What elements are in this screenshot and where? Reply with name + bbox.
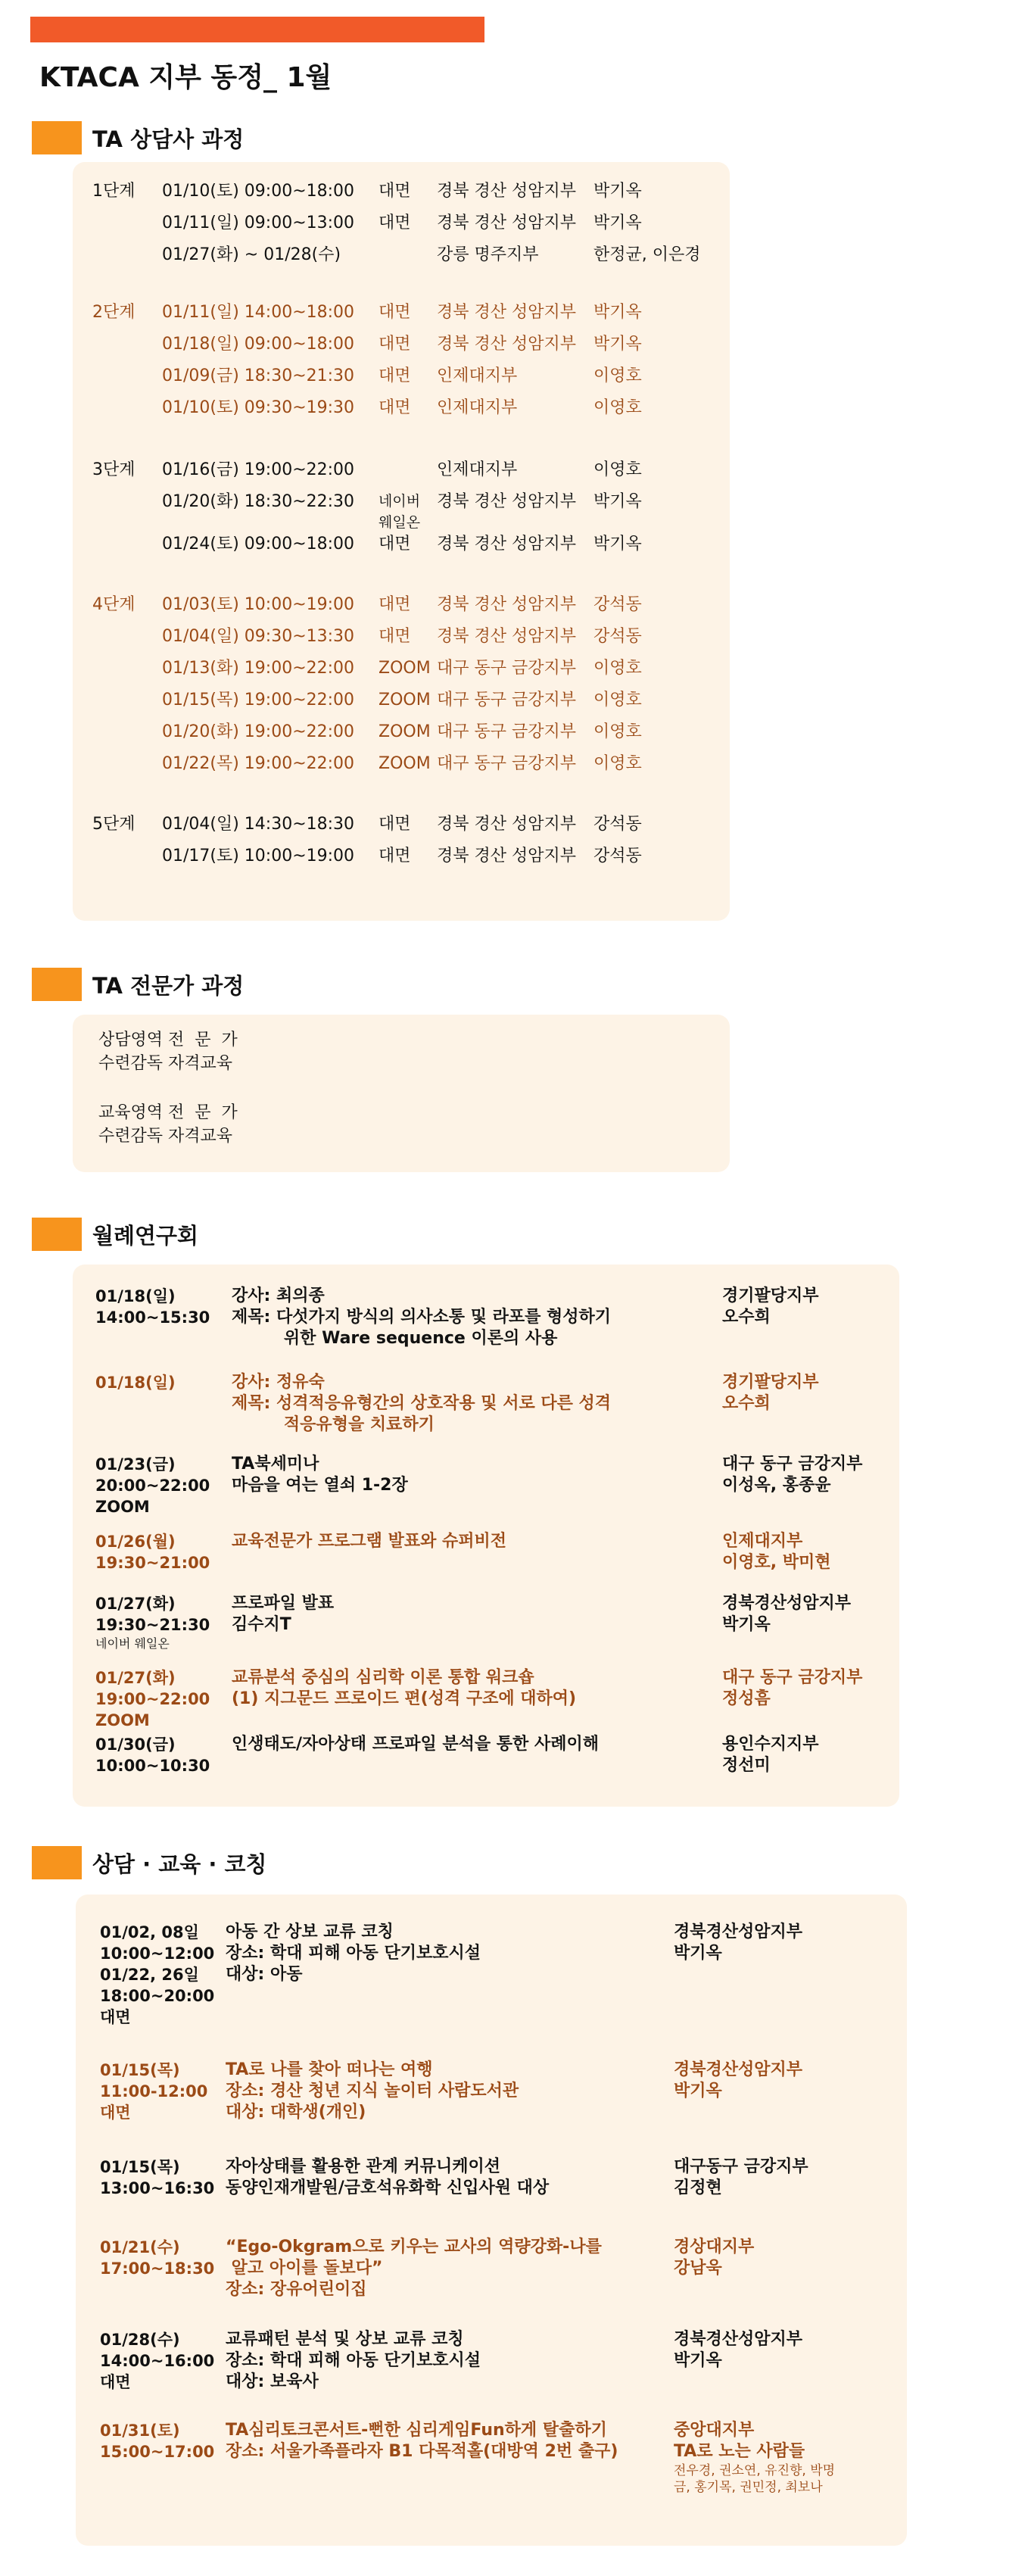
schedule-instructor: 강석동 [593, 627, 642, 646]
coaching-topic: 아동 간 상보 교류 코칭 장소: 학대 피해 아동 단기보호시설 대상: 아동 [226, 1923, 481, 1984]
coaching-members: 전우경, 권소연, 유진향, 박명 금, 홍기목, 권민정, 최보나 [674, 2463, 836, 2495]
research-branch: 대구 동구 금강지부 정성흠 [722, 1668, 863, 1708]
coaching-topic: “Ego-Okgram으로 키우는 교사의 역량강화-나를 알고 아이를 돌보다” 장소: 장유어린이집 [226, 2238, 602, 2299]
expert-panel [73, 1015, 730, 1172]
schedule-instructor: 박기옥 [593, 303, 642, 322]
research-date [95, 1734, 210, 1776]
schedule-instructor: 강석동 [593, 847, 642, 865]
schedule-instructor: 이영호 [593, 722, 642, 741]
schedule-row [92, 594, 713, 616]
schedule-row [92, 625, 713, 648]
coaching-date: 01/31(토) 15:00~17:00 [100, 2422, 215, 2461]
schedule-location: 경북 경산 성암지부 [437, 815, 577, 834]
section-marker [32, 1846, 82, 1879]
coaching-branch [674, 2237, 754, 2279]
research-branch: 인제대지부 이영호, 박미현 [722, 1532, 831, 1572]
schedule-date: 01/11(일) 09:00~13:00 [162, 214, 355, 232]
research-branch: 용인수지지부 정선미 [722, 1735, 819, 1775]
stage-label: 4단계 [92, 595, 136, 614]
research-branch: 경기팔당지부 오수희 [722, 1286, 819, 1327]
section-title: TA 전문가 과정 [92, 972, 245, 999]
schedule-row [92, 180, 713, 203]
schedule-location: 경북 경산 성암지부 [437, 182, 577, 201]
section-header-counselor [32, 121, 244, 154]
section-title: 상담 · 교육 · 코칭 [92, 1851, 267, 1877]
schedule-instructor: 이영호 [593, 754, 642, 773]
schedule-mode: ZOOM [378, 754, 431, 773]
research-date-text: 01/26(월) 19:30~21:00 [95, 1533, 210, 1572]
coaching-branch-text: 중앙대지부 TA로 노는 사람들 [674, 2421, 805, 2461]
schedule-row [92, 212, 713, 235]
schedule-location: 강릉 명주지부 [437, 245, 539, 264]
schedule-location: 경북 경산 성암지부 [437, 492, 577, 511]
research-topic: 프로파일 발표 김수지T [232, 1594, 335, 1634]
research-topic: 교육전문가 프로그램 발표와 슈퍼비전 [232, 1532, 507, 1551]
research-date [95, 1531, 210, 1573]
schedule-row [92, 813, 713, 836]
schedule-mode: ZOOM [378, 722, 431, 741]
schedule-instructor: 이영호 [593, 659, 642, 678]
schedule-location: 경북 경산 성암지부 [437, 847, 577, 865]
schedule-row [92, 459, 713, 482]
expert-item: 상담영역 전 문 가 수련감독 자격교육 [98, 1031, 238, 1073]
schedule-row [92, 397, 713, 419]
schedule-date: 01/20(화) 18:30~22:30 [162, 492, 355, 511]
schedule-instructor: 이영호 [593, 398, 642, 417]
research-topic: TA북세미나 마음을 여는 열쇠 1-2장 [232, 1455, 408, 1495]
schedule-mode: 대면 [378, 847, 411, 865]
stage-label: 1단계 [92, 182, 136, 201]
section-title: 월례연구회 [92, 1222, 199, 1249]
schedule-mode: ZOOM [378, 659, 431, 678]
schedule-mode: 대면 [378, 335, 411, 354]
schedule-mode: 대면 [378, 182, 411, 201]
schedule-location: 대구 동구 금강지부 [437, 754, 577, 773]
schedule-location: 인제대지부 [437, 460, 518, 479]
counselor-panel [73, 162, 730, 921]
research-branch: 대구 동구 금강지부 이성옥, 홍종윤 [722, 1455, 863, 1495]
schedule-instructor: 이영호 [593, 366, 642, 385]
schedule-date: 01/15(목) 19:00~22:00 [162, 691, 355, 709]
schedule-date: 01/17(토) 10:00~19:00 [162, 847, 355, 865]
schedule-mode: 대면 [378, 595, 411, 614]
coaching-date: 01/15(목) 11:00-12:00 대면 [100, 2061, 208, 2122]
coaching-topic: 자아상태를 활용한 관계 커뮤니케이션 동양인재개발원/금호석유화학 신입사원 대상 [226, 2157, 550, 2197]
schedule-row [92, 533, 713, 556]
coaching-branch-text: 경상대지부 강남욱 [674, 2238, 755, 2278]
schedule-date: 01/11(일) 14:00~18:00 [162, 303, 355, 322]
coaching-panel [76, 1895, 907, 2546]
schedule-instructor: 강석동 [593, 815, 642, 834]
schedule-row [92, 333, 713, 356]
coaching-branch-text: 경북경산성암지부 박기옥 [674, 2060, 803, 2100]
research-date-text: 01/18(일) 14:00~15:30 [95, 1287, 210, 1327]
schedule-mode: 대면 [378, 366, 411, 385]
research-date [95, 1286, 210, 1328]
coaching-date: 01/15(목) 13:00~16:30 [100, 2158, 215, 2197]
schedule-instructor: 박기옥 [593, 214, 642, 232]
stage-label: 5단계 [92, 815, 136, 834]
schedule-row [92, 657, 713, 680]
coaching-topic: TA로 나를 찾아 떠나는 여행 장소: 경산 청년 지식 놀이터 사람도서관 대상: 대학생(개인) [226, 2060, 519, 2122]
research-panel [73, 1265, 899, 1807]
schedule-row [92, 491, 713, 531]
coaching-branch-text: 경북경산성암지부 박기옥 [674, 2330, 803, 2370]
schedule-location: 경북 경산 성암지부 [437, 535, 577, 554]
stage-label: 2단계 [92, 303, 136, 322]
schedule-mode: 대면 [378, 535, 411, 554]
research-topic: 강사: 정유숙 제목: 성격적응유형간의 상호작용 및 서로 다른 성격 적응유형을 치료하기 [232, 1373, 612, 1434]
schedule-location: 경북 경산 성암지부 [437, 214, 577, 232]
schedule-location: 인제대지부 [437, 398, 518, 417]
section-marker [32, 968, 82, 1001]
schedule-mode: 대면 [378, 815, 411, 834]
schedule-date: 01/27(화) ~ 01/28(수) [162, 245, 341, 264]
schedule-instructor: 박기옥 [593, 182, 642, 201]
research-date-note: 네이버 웨일온 [95, 1636, 170, 1651]
research-date-text: 01/30(금) 10:00~10:30 [95, 1736, 210, 1775]
schedule-location: 대구 동구 금강지부 [437, 722, 577, 741]
schedule-date: 01/16(금) 19:00~22:00 [162, 460, 355, 479]
schedule-instructor: 이영호 [593, 460, 642, 479]
schedule-row [92, 301, 713, 324]
research-date-text: 01/18(일) [95, 1374, 176, 1392]
schedule-date: 01/10(토) 09:00~18:00 [162, 182, 355, 201]
section-header-research [32, 1218, 198, 1251]
schedule-location: 대구 동구 금강지부 [437, 691, 577, 709]
schedule-instructor: 강석동 [593, 595, 642, 614]
schedule-row [92, 753, 713, 775]
research-branch: 경북경산성암지부 박기옥 [722, 1594, 852, 1634]
schedule-date: 01/09(금) 18:30~21:30 [162, 366, 355, 385]
coaching-date: 01/02, 08일 10:00~12:00 01/22, 26일 18:00~20:00 대면 [100, 1923, 215, 2026]
research-date [95, 1372, 176, 1393]
schedule-date: 01/20(화) 19:00~22:00 [162, 722, 355, 741]
research-topic: 교류분석 중심의 심리학 이론 통합 워크숍 (1) 지그문드 프로이드 편(성격 구조에 대하여) [232, 1668, 577, 1708]
schedule-instructor: 한정균, 이은경 [593, 245, 701, 264]
schedule-row [92, 721, 713, 744]
section-marker [32, 1218, 82, 1251]
schedule-row [92, 689, 713, 712]
schedule-date: 01/24(토) 09:00~18:00 [162, 535, 355, 554]
schedule-instructor: 박기옥 [593, 535, 642, 554]
research-date-text: 01/23(금) 20:00~22:00 ZOOM [95, 1455, 210, 1516]
schedule-location: 경북 경산 성암지부 [437, 335, 577, 354]
coaching-date: 01/28(수) 14:00~16:00 대면 [100, 2331, 215, 2391]
schedule-date: 01/03(토) 10:00~19:00 [162, 595, 355, 614]
research-date-text: 01/27(화) 19:00~22:00 ZOOM [95, 1669, 210, 1729]
coaching-topic: TA심리토크콘서트-뻔한 심리게임Fun하게 탈출하기 장소: 서울가족플라자 B1 다목적홀(대방역 2번 출구) [226, 2421, 618, 2461]
schedule-mode: 대면 [378, 627, 411, 646]
coaching-branch-text: 대구동구 금강지부 김정현 [674, 2157, 808, 2197]
coaching-branch [674, 2060, 802, 2102]
research-branch: 경기팔당지부 오수희 [722, 1373, 819, 1413]
coaching-branch [674, 1922, 802, 1964]
schedule-mode: 대면 [378, 303, 411, 322]
schedule-location: 인제대지부 [437, 366, 518, 385]
top-accent-bar [30, 17, 484, 42]
section-title: TA 상담사 과정 [92, 126, 245, 152]
research-date-text: 01/27(화) 19:30~21:30 [95, 1595, 210, 1634]
schedule-row [92, 244, 713, 267]
coaching-branch [674, 2329, 802, 2372]
schedule-location: 경북 경산 성암지부 [437, 303, 577, 322]
schedule-location: 대구 동구 금강지부 [437, 659, 577, 678]
research-topic: 인생태도/자아상태 프로파일 분석을 통한 사례이해 [232, 1735, 599, 1754]
page-title: KTACA 지부 동정_ 1월 [39, 62, 332, 93]
schedule-row [92, 365, 713, 388]
schedule-mode: 대면 [378, 214, 411, 232]
schedule-instructor: 박기옥 [593, 492, 642, 511]
schedule-date: 01/10(토) 09:30~19:30 [162, 398, 355, 417]
schedule-instructor: 박기옥 [593, 335, 642, 354]
coaching-topic: 교류패턴 분석 및 상보 교류 코칭 장소: 학대 피해 아동 단기보호시설 대상: 보육사 [226, 2330, 481, 2391]
schedule-date: 01/04(일) 09:30~13:30 [162, 627, 355, 646]
schedule-date: 01/13(화) 19:00~22:00 [162, 659, 355, 678]
section-header-expert [32, 968, 244, 1001]
schedule-mode: 네이버 웨일온 [378, 493, 421, 531]
expert-item: 교육영역 전 문 가 수련감독 자격교육 [98, 1103, 238, 1146]
schedule-mode: 대면 [378, 398, 411, 417]
schedule-location: 경북 경산 성암지부 [437, 627, 577, 646]
research-date [95, 1667, 210, 1731]
research-date [95, 1593, 210, 1652]
schedule-row [92, 845, 713, 868]
coaching-branch-text: 경북경산성암지부 박기옥 [674, 1923, 803, 1963]
research-topic: 강사: 최의종 제목: 다섯가지 방식의 의사소통 및 라포를 형성하기 위한 Ware sequence 이론의 사용 [232, 1286, 612, 1348]
schedule-location: 경북 경산 성암지부 [437, 595, 577, 614]
section-header-coaching [32, 1846, 267, 1879]
schedule-date: 01/04(일) 14:30~18:30 [162, 815, 355, 834]
section-marker [32, 121, 82, 154]
coaching-branch [674, 2157, 808, 2199]
coaching-date: 01/21(수) 17:00~18:30 [100, 2238, 215, 2278]
stage-label: 3단계 [92, 460, 136, 479]
schedule-date: 01/18(일) 09:00~18:00 [162, 335, 355, 354]
coaching-branch [674, 2420, 835, 2496]
schedule-instructor: 이영호 [593, 691, 642, 709]
schedule-date: 01/22(목) 19:00~22:00 [162, 754, 355, 773]
schedule-mode: ZOOM [378, 691, 431, 709]
research-date [95, 1454, 210, 1517]
